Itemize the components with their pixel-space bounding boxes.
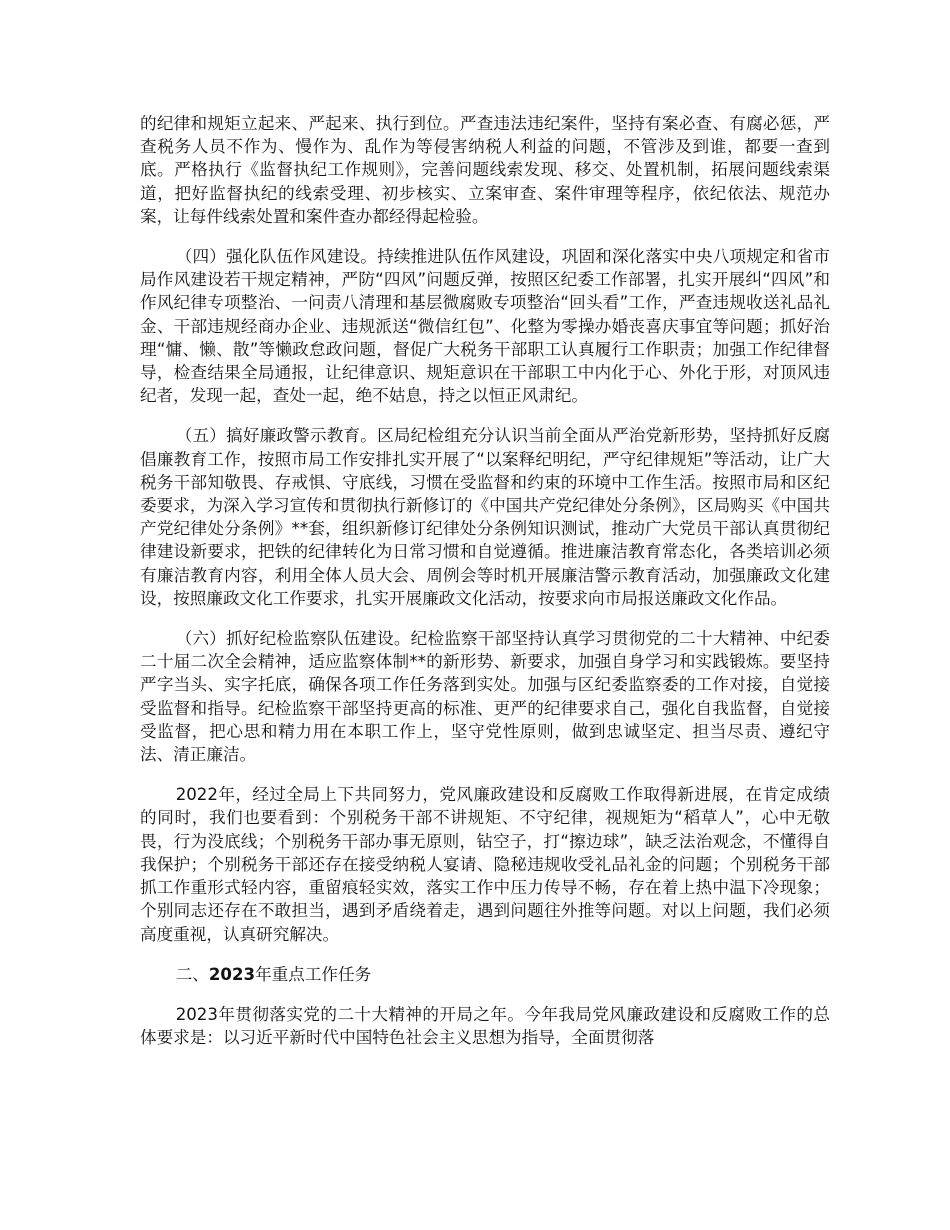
document-body bbox=[140, 112, 830, 1049]
section-heading-2023-tasks bbox=[140, 963, 830, 986]
paragraph-continuation: 的纪律和规矩立起来、严起来、执行到位。严查违法违纪案件，坚持有案必查、有腐必惩，严查税务人员不作为、慢作为、乱作为等侵害纳税人利益的问题，不管涉及到谁，都要一查到底。严格执行《监督执纪工作规则》，完善问题线索发现、移交、处置机制，拓展问题线索渠道，把好监督执纪的线索受理、初步核实、立案审查、案件审理等程序，依纪依法、规范办案，让每件线索处置和案件查办都经得起检验。 bbox=[140, 114, 830, 226]
heading-suffix: 年重点工作任务 bbox=[255, 964, 372, 984]
paragraph-2023-overview: 2023年贯彻落实党的二十大精神的开局之年。今年我局党风廉政建设和反腐败工作的总体要求是：以习近平新时代中国特色社会主义思想为指导，全面贯彻落 bbox=[140, 1004, 830, 1048]
heading-prefix: 二、 bbox=[175, 964, 209, 984]
paragraph-section-5: （五）搞好廉政警示教育。区局纪检组充分认识当前全面从严治党新形势，坚持抓好反腐倡廉教育工作，按照市局工作安排扎实开展了“以案释纪明纪，严守纪律规矩”等活动，让广大税务干部知敬畏、存戒惧、守底线，习惯在受监督和约束的环境中工作生活。按照市局和区纪委要求，为深入学习宣传和贯彻执行新修订的《中国共产党纪律处分条例》，区局购买《中国共产党纪律处分条例》**套，组织新修订纪律处分条例知识测试，推动广大党员干部认真贯彻纪律建设新要求，把铁的纪律转化为日常习惯和自觉遵循。推进廉洁教育常态化，各类培训必须有廉洁教育内容，利用全体人员大会、周例会等时机开展廉洁警示教育活动，加强廉政文化建设，按照廉政文化工作要求，扎实开展廉政文化活动，按要求向市局报送廉政文化作品。 bbox=[140, 426, 830, 608]
paragraph-section-4: （四）强化队伍作风建设。持续推进队伍作风建设，巩固和深化落实中央八项规定和省市局作风建设若干规定精神，严防“四风”问题反弹，按照区纪委工作部署，扎实开展纠“四风”和作风纪律专项整治、一问责八清理和基层微腐败专项整治“回头看”工作，严查违规收送礼品礼金、干部违规经商办企业、违规派送“微信红包”、化整为零操办婚丧喜庆事宜等问题；抓好治理“慵、懒、散”等懒政怠政问题，督促广大税务干部职工认真履行工作职责；加强工作纪律督导，检查结果全局通报，让纪律意识、规矩意识在干部职工中内化于心、外化于形，对顶风违纪者，发现一起，查处一起，绝不姑息，持之以恒正风肃纪。 bbox=[140, 247, 830, 406]
paragraph-2022-summary: 2022年，经过全局上下共同努力，党风廉政建设和反腐败工作取得新进展，在肯定成绩的同时，我们也要看到：个别税务干部不讲规矩、不守纪律，视规矩为“稻草人”，心中无敬畏，行为没底线；个别税务干部办事无原则，钻空子，打“擦边球”，缺乏法治观念，不懂得自我保护；个别税务干部还存在接受纳税人宴请、隐秘违规收受礼品礼金的问题；个别税务干部抓工作重形式轻内容，重留痕轻实效，落实工作中压力传导不畅，存在着上热中温下冷现象；个别同志还存在不敢担当，遇到矛盾绕着走，遇到问题往外推等问题。对以上问题，我们必须高度重视，认真研究解决。 bbox=[140, 785, 830, 944]
paragraph-section-6: （六）抓好纪检监察队伍建设。纪检监察干部坚持认真学习贯彻党的二十大精神、中纪委二十届二次全会精神，适应监察体制**的新形势、新要求，加强自身学习和实践锻炼。要坚持严字当头、实字托底，确保各项工作任务落到实处。加强与区纪委监察委的工作对接，自觉接受监督和指导。纪检监察干部坚持更高的标准、更严的纪律要求自己，强化自我监督，自觉接受监督，把心思和精力用在本职工作上，坚守党性原则，做到忠诚坚定、担当尽责、遵纪守法、清正廉洁。 bbox=[140, 629, 830, 765]
heading-year: 2023 bbox=[208, 964, 256, 984]
